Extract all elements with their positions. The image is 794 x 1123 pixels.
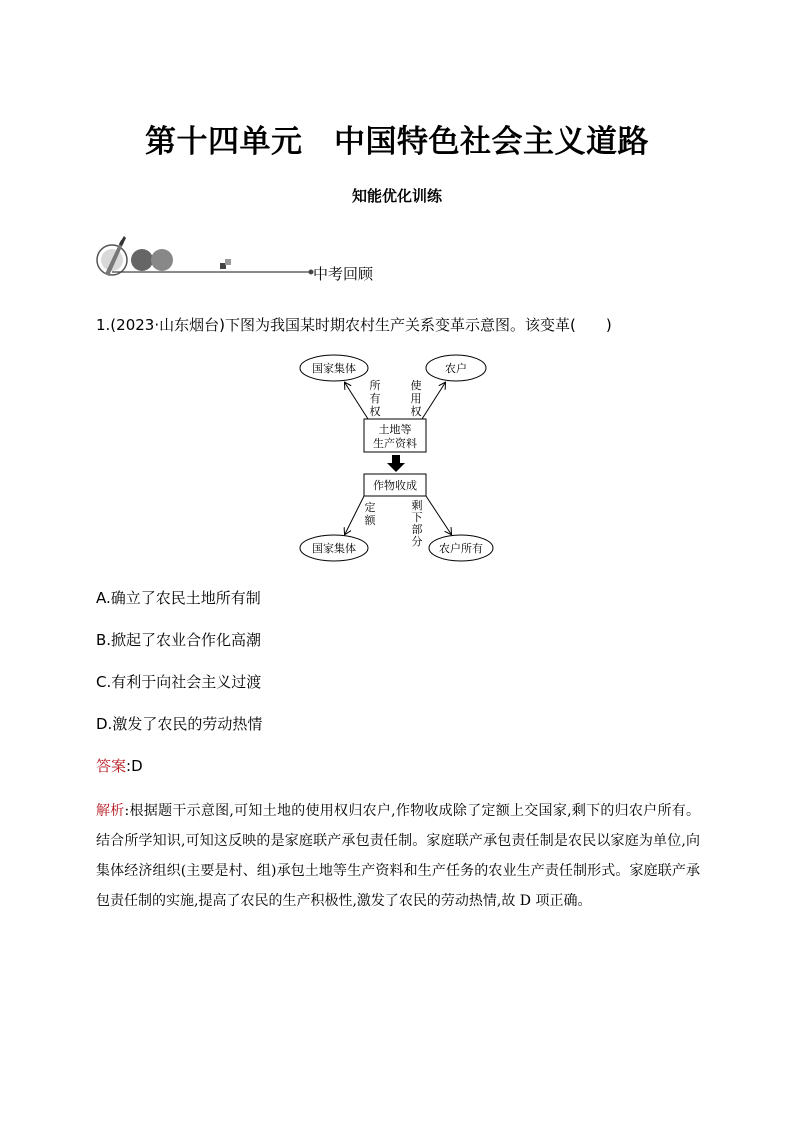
answer-value: :D [126,757,143,775]
label-ownership-2: 有 [369,392,381,405]
square-icon [225,259,231,265]
analysis-text: :根据题干示意图,可知土地的使用权归农户,作物收成除了定额上交国家,剩下的归农户所有。结合所学知识,可知这反映的是家庭联产承包责任制。家庭联产承包责任制是农民以家庭为单位,向集体经济组织(主要是村、组)承包土地等生产资料和生产任务的农业生产责任制形式。家庭联产承包责任制的实施,提高了农民的生产积极性,激发了农民的劳动热情,故 D 项正确。 [96,803,700,909]
page-subtitle: 知能优化训练 [351,187,442,205]
answer-label: 答案 [96,757,127,775]
center-box-line-1: 土地等 [378,423,412,436]
label-quota-1: 定 [364,501,376,514]
node-bottom-right-label: 农户所有 [439,542,483,555]
option-a: A.确立了农民土地所有制 [96,589,261,607]
node-bottom-left-label: 国家集体 [312,542,356,555]
option-c: C.有利于向社会主义过渡 [96,673,262,691]
label-remainder-4: 分 [411,535,423,548]
label-usage-1: 使 [410,379,422,392]
analysis-block [96,796,700,916]
arrow-ownership [345,383,368,419]
arrow-remainder [426,496,451,534]
node-top-right-label: 农户 [445,362,467,375]
label-remainder-3: 部 [411,523,423,536]
label-usage-2: 用 [410,392,422,405]
label-usage-3: 权 [410,405,422,418]
arrow-quota [345,496,364,534]
question-text: 1.(2023·山东烟台)下图为我国某时期农村生产关系变革示意图。该变革( ) [96,316,612,334]
label-ownership-3: 权 [369,405,381,418]
dot-icon [131,249,153,271]
option-d: D.激发了农民的劳动热情 [96,715,263,733]
label-remainder-1: 剩 [411,499,423,512]
label-quota-2: 额 [364,514,376,527]
relations-diagram [290,350,510,570]
center-box-line-2: 生产资料 [373,437,417,450]
answer-line [96,755,143,776]
brush-circle-icon [97,236,127,276]
arrow-usage [422,383,445,419]
down-arrow-icon [387,455,405,472]
label-remainder-2: 下 [411,511,423,524]
option-b: B.掀起了农业合作化高潮 [96,631,262,649]
bottom-box-label: 作物收成 [373,479,417,492]
section-label: 中考回顾 [313,265,374,283]
node-top-left-label: 国家集体 [312,362,356,375]
analysis-label: 解析 [96,803,125,819]
page-title: 第十四单元 中国特色社会主义道路 [145,124,649,160]
label-ownership-1: 所 [369,379,381,392]
dot-icon [151,249,173,271]
